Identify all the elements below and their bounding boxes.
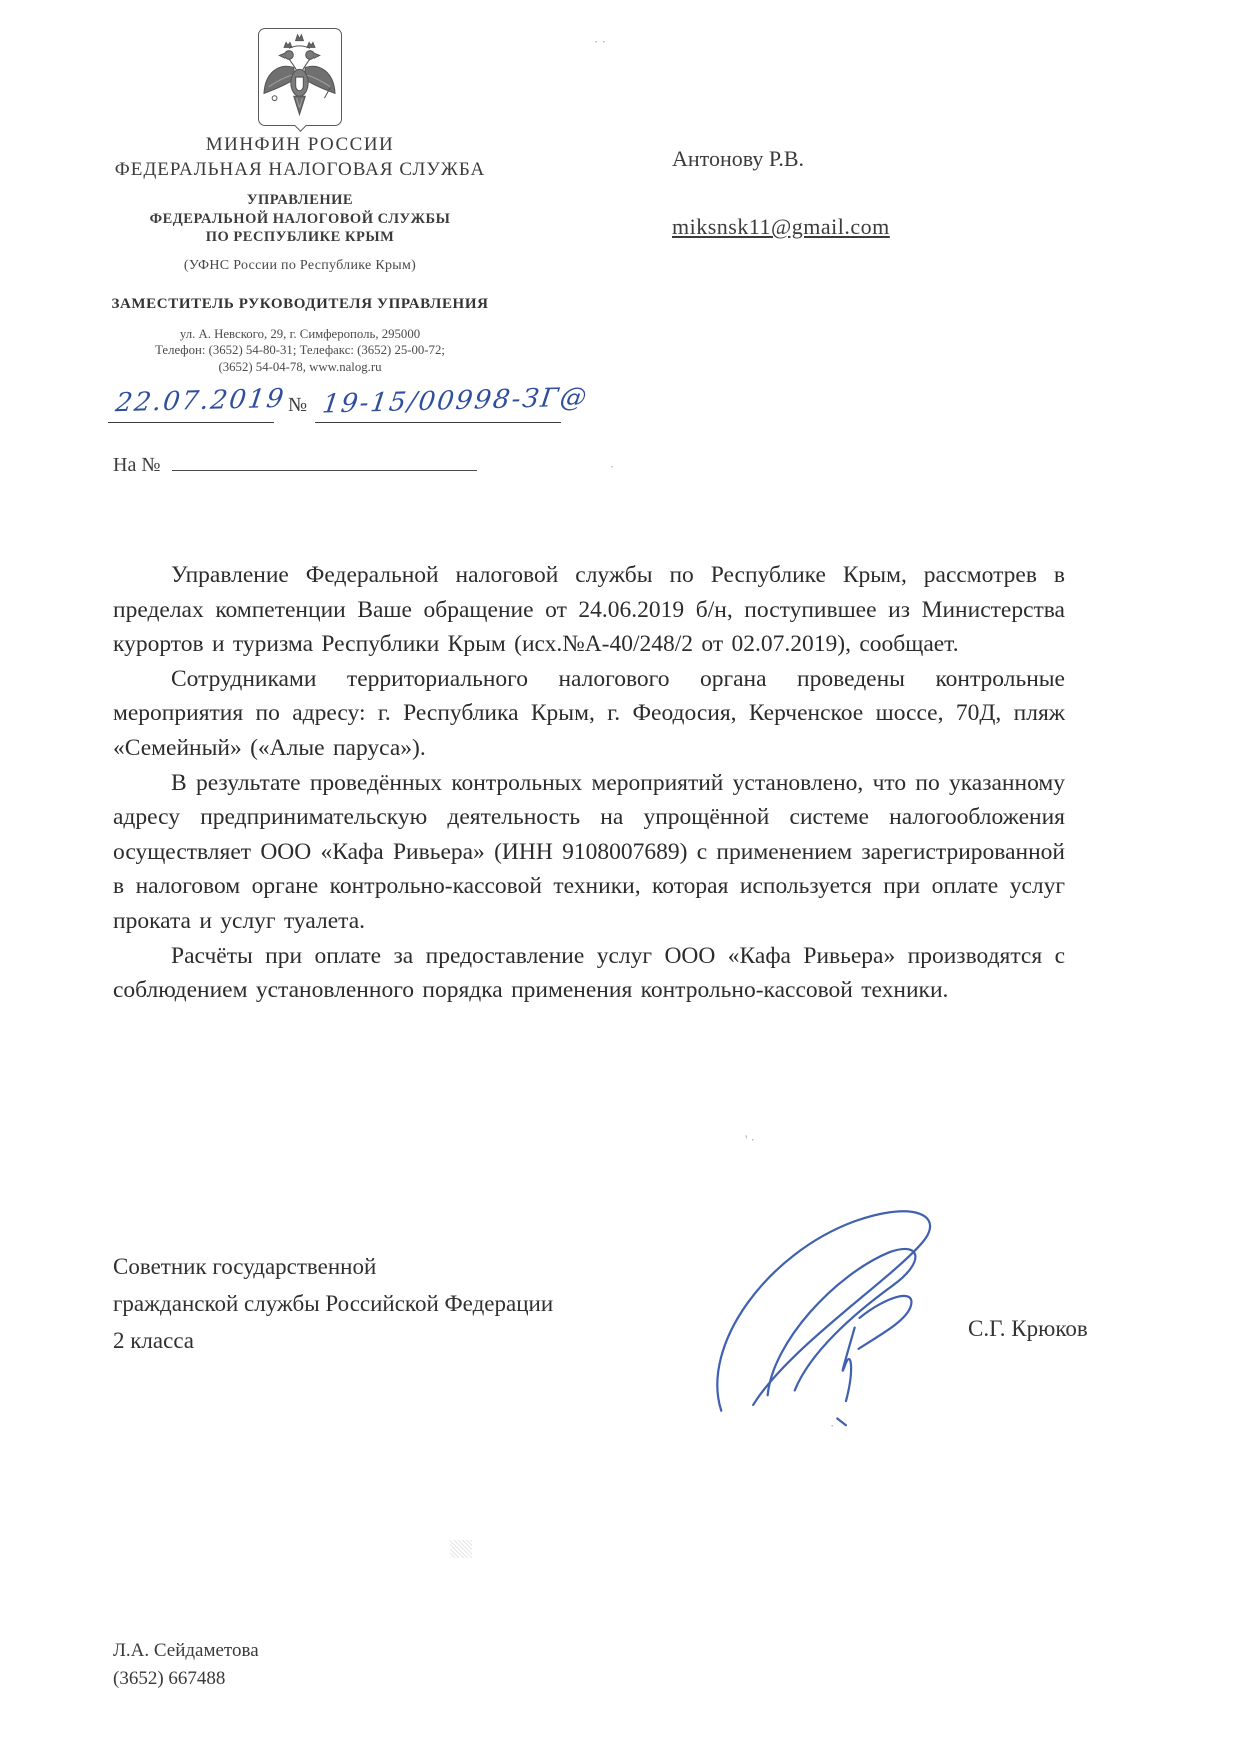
- number-sign: №: [288, 394, 308, 416]
- recipient-email: miksnsk11@gmail.com: [672, 214, 890, 239]
- outgoing-number-handwritten: 19-15/00998-ЗГ@: [320, 382, 591, 420]
- executor-phone: (3652) 667488: [113, 1668, 226, 1689]
- letterhead-department-line3: ПО РЕСПУБЛИКЕ КРЫМ: [205, 229, 395, 245]
- reply-to-line: [113, 450, 477, 477]
- signer-position-line2: гражданской службы Российской Федерации: [113, 1291, 554, 1316]
- coat-of-arms-icon: [259, 31, 340, 125]
- scan-speck: ' ·: [745, 1132, 755, 1147]
- reference-line: [108, 382, 591, 423]
- letterhead-department-line2: ФЕДЕРАЛЬНОЙ НАЛОГОВОЙ СЛУЖБЫ: [149, 210, 451, 227]
- letter-body: [113, 558, 1065, 1008]
- signer-position-line1: Советник государственной: [113, 1254, 377, 1279]
- executor-block: [113, 1637, 259, 1693]
- outgoing-date-handwritten: 22.07.2019: [113, 383, 288, 419]
- signer-position-block: [113, 1248, 553, 1359]
- letterhead-contacts: [95, 326, 505, 376]
- body-paragraph: Расчёты при оплате за предоставление услуг ООО «Кафа Ривьера» производятся с соблюдением установленного порядка применения контрольно-кассовой техники.: [113, 942, 1065, 1004]
- body-paragraph: Сотрудниками территориального налогового органа проведены контрольные мероприятия по адресу: г. Республика Крым, г. Феодосия, Керченское шоссе, 70Д, пляж «Семейный» («Алые паруса»).: [113, 665, 1065, 761]
- executor-name: Л.А. Сейдаметова: [113, 1640, 259, 1661]
- body-paragraph: В результате проведённых контрольных мероприятий установлено, что по указанному адресу предпринимательскую деятельность на упрощённой системе налогообложения осуществляет ООО «Кафа Ривьера» (ИНН 9108007689) с применением зарегистрированной в налоговом органе контрольно-кассовой техники, которая используется при оплате услуг проката и услуг туалета.: [113, 769, 1065, 934]
- body-paragraph: Управление Федеральной налоговой службы по Республике Крым, рассмотрев в пределах компетенции Ваше обращение от 24.06.2019 б/н, поступившее из Министерства курортов и туризма Республики Крым (исх.№А-40/248/2 от 02.07.2019), сообщает.: [113, 562, 1065, 658]
- letterhead-address: ул. А. Невского, 29, г. Симферополь, 295000: [179, 326, 421, 341]
- reply-to-blank-field: [172, 450, 477, 471]
- signer-name: С.Г. Крюков: [968, 1316, 1088, 1341]
- sender-position-title: ЗАМЕСТИТЕЛЬ РУКОВОДИТЕЛЯ УПРАВЛЕНИЯ: [111, 295, 489, 312]
- letterhead-department-line1: УПРАВЛЕНИЕ: [246, 192, 354, 208]
- letterhead: [95, 28, 505, 375]
- signer-position-line3: 2 класса: [113, 1328, 195, 1353]
- letterhead-short-name: (УФНС России по Республике Крым): [183, 257, 417, 273]
- recipient-block: [672, 146, 890, 240]
- signature-area: [700, 1200, 990, 1437]
- pen-signature-icon: [700, 1200, 990, 1432]
- scan-speck: ·: [610, 459, 615, 474]
- scan-smudge: [450, 1540, 472, 1558]
- letterhead-service: ФЕДЕРАЛЬНАЯ НАЛОГОВАЯ СЛУЖБА: [114, 159, 486, 180]
- outgoing-number-field: [315, 382, 591, 423]
- emblem-frame: [258, 28, 342, 126]
- letterhead-phones-line1: Телефон: (3652) 54-80-31; Телефакс: (3652) 25-00-72;: [155, 343, 445, 357]
- scan-speck: · ·: [594, 34, 606, 49]
- reply-to-label: На №: [113, 454, 161, 476]
- scan-speck: ·: [830, 1418, 835, 1433]
- letterhead-ministry: МИНФИН РОССИИ: [205, 134, 395, 155]
- letterhead-phones-line2: (3652) 54-04-78, www.nalog.ru: [218, 359, 382, 374]
- outgoing-date-field: [108, 383, 288, 423]
- recipient-name: Антонову Р.В.: [672, 146, 805, 171]
